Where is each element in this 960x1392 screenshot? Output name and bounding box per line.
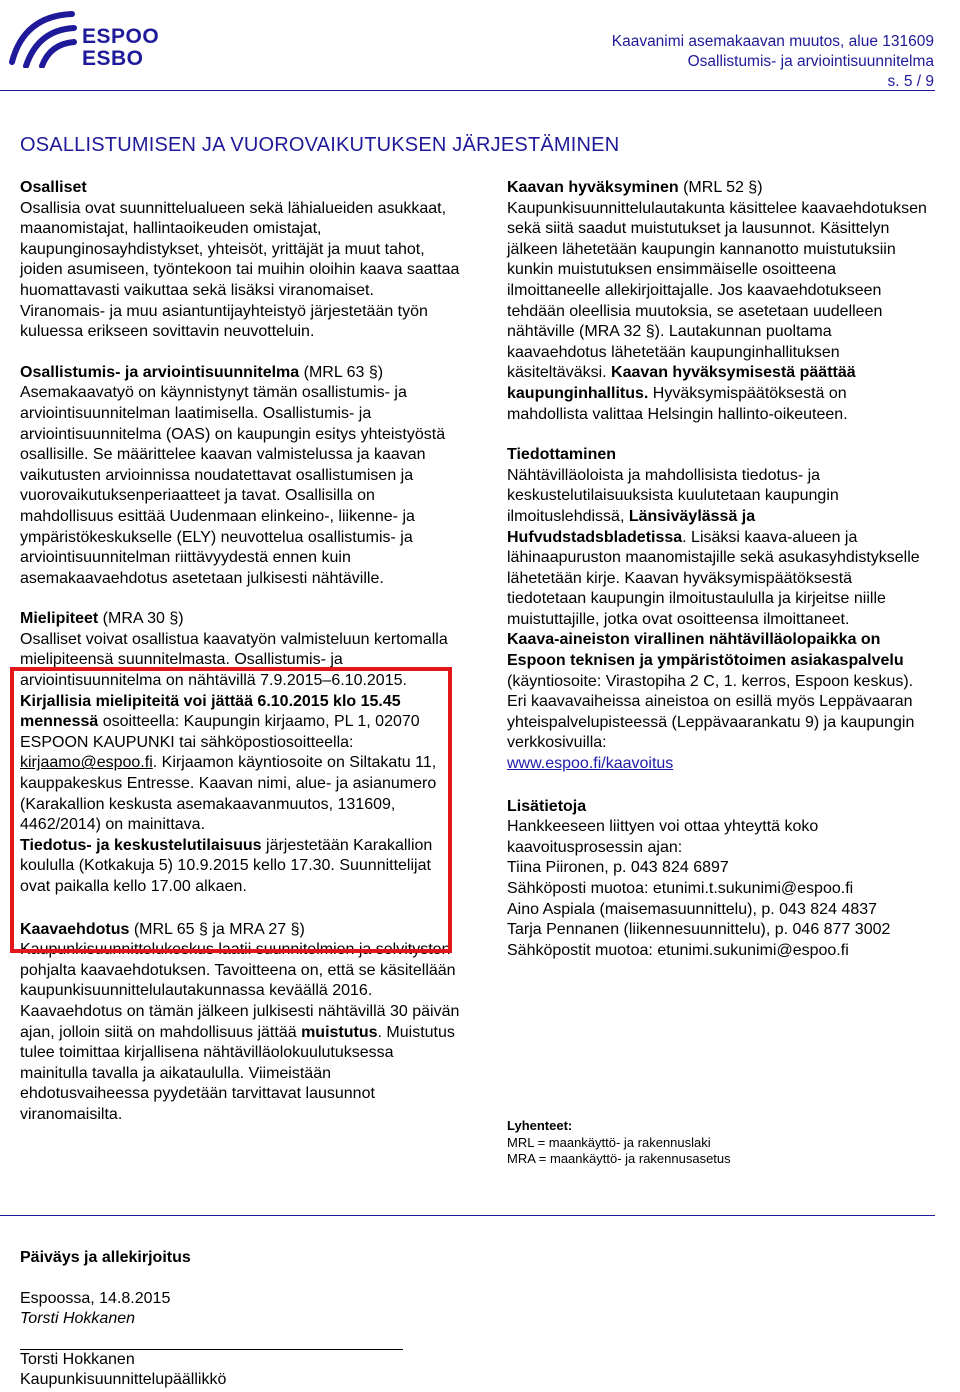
right-column — [507, 178, 927, 961]
mielipiteet-text-1: Osalliset voivat osallistua kaavatyön valmisteluun kertomalla mielipiteensä suunnitelmasta. Osallistumis- ja arviointisuunnitelma on nähtävillä 7.9.2015–6.10.2015. — [20, 630, 448, 690]
oas-body: Asemakaavatyö on käynnistynyt tämän osallistumis- ja arviointisuunnitelman laatimisella. Osallistumis- ja arviointisuunnitelma (OAS) on kaupungin esitys yhteistyöstä osallisille. Se määrittelee kaavan valmistelussa ja kaavan vaikutusten arvioinnissa noudatettavat osallistumisen ja vuorovaikutuksenperiaatteet ja tavat. Osallisilla on mahdollisuus esittää Uudenmaan elinkeino-, liikenne- ja ympäristökeskukselle (ELY) neuvottelua osallistumis- ja arviointisuunnitelman riittävyydestä ennen kuin asemakaavaehdotus asetetaan julkisesti nähtäville. — [20, 384, 446, 587]
hyvaksyminen-title: Kaavan hyväksyminen — [507, 179, 679, 196]
contact-line: Hankkeeseen liittyen voi ottaa yhteyttä koko kaavoitusprosessin ajan: — [507, 818, 819, 856]
kaavaehdotus-body — [20, 940, 460, 1125]
tiedotus-title: Tiedotus- ja keskustelutilaisuus — [20, 836, 262, 854]
newspapers: Länsiväylässä ja Hufvudstadsbladetissa — [507, 507, 756, 546]
espoo-emblem-icon — [6, 8, 78, 68]
mielipiteet-highlight-box — [10, 667, 452, 953]
header-title: Kaavanimi asemakaavan muutos, alue 131609 — [611, 33, 934, 50]
signer-name-italic: Torsti Hokkanen — [20, 1310, 136, 1327]
logo-word-espoo: ESPOO — [82, 25, 160, 48]
oas-ref: (MRL 63 §) — [299, 363, 384, 381]
mielipiteet-title: Mielipiteet — [20, 610, 99, 628]
contact-line: Sähköposti muotoa: etunimi.t.sukunimi@espoo.fi — [507, 880, 854, 897]
footer-divider — [0, 1215, 935, 1216]
osalliset-body: Osallisia ovat suunnittelualueen sekä lähialueiden asukkaat, maanomistajat, hallintaoikeuden omistajat, kaupunginosayhdistykset, yhteisöt, yrittäjät ja muut tahot, joiden asumiseen, työntekoon tai muihin oloihin kaava saattaa huomattavasti vaikuttaa sekä lisäksi viranomaiset. Viranomais- ja muu asiantuntijayhteistyö järjestetään työn kuluessa erikseen sovittavin neuvotteluin. — [20, 199, 460, 341]
espoo-logo — [6, 8, 160, 70]
lisatietoja-title: Lisätietoja — [507, 797, 587, 815]
contact-line: Sähköpostit muotoa: etunimi.sukunimi@espoo.fi — [507, 941, 849, 959]
hyvaksyminen-body — [507, 199, 927, 426]
signer-role: Kaupunkisuunnittelupäällikkö — [20, 1371, 227, 1388]
header-subtitle: Osallistumis- ja arviointisuunnitelma — [687, 53, 934, 70]
kaavoitus-link[interactable]: www.espoo.fi/kaavoitus — [507, 755, 674, 773]
nahtavillaolo-paragraph — [507, 630, 927, 754]
left-column — [20, 178, 460, 1126]
kaavaehdotus-title: Kaavaehdotus — [20, 920, 130, 938]
muistutus-term: muistutus — [301, 1023, 378, 1041]
mielipiteet-text-2: osoitteella: Kaupungin kirjaamo, PL 1, 02070 ESPOON KAUPUNKI tai sähköpostiosoitteella: — [20, 713, 420, 751]
tiedottaminen-text-2: . Lisäksi kaava-alueen ja lähinaapuruston maanomistajille sekä asukasyhdistykselle lähetetään kirje. Kaavan hyväksymispäätöksestä tiedotetaan kaupungin ilmoitustaululla ja kirjeitse niille muistuttajille, jotka ovat osoitteensa ilmoittaneet. — [507, 528, 920, 628]
hyvaksyminen-decision: Kaavan hyväksymisestä päättää kaupunginhallitus. — [507, 364, 856, 402]
abbr-mra: MRA = maankäyttö- ja rakennusasetus — [507, 1151, 731, 1166]
kirjaamo-email-link[interactable]: kirjaamo@espoo.fi — [20, 754, 153, 772]
mielipiteet-ref: (MRA 30 §) — [98, 610, 184, 628]
header-divider — [0, 90, 935, 91]
mielipiteet-deadline: Kirjallisia mielipiteitä voi jättää 6.10.2015 klo 15.45 mennessä — [20, 692, 401, 731]
abbreviations — [507, 1118, 731, 1168]
document-header — [612, 32, 934, 92]
signature-block — [20, 1248, 226, 1391]
official-location: Kaava-aineiston virallinen nähtävilläolopaikka on Espoon teknisen ja ympäristötoimen asiakaspalvelu — [507, 631, 904, 670]
abbr-mrl: MRL = maankäyttö- ja rakennuslaki — [507, 1134, 711, 1150]
tiedottaminen-text-1: Nähtävilläoloista ja mahdollisista tiedotus- ja keskustelutilaisuuksista kuulutetaan kaupungin ilmoituslehdissä, — [507, 466, 839, 525]
signature-line — [20, 1349, 403, 1350]
nahtavillaolo-text: (käyntiosoite: Virastopiha 2 C, 1. kerros, Espoon keskus). Eri kaavavaiheissa aineistoa on esillä myös Leppävaaran yhteispalvelupisteessä (Leppävaarankatu 9) ja kaupungin verkkosivuilla: — [507, 672, 915, 752]
osalliset-title: Osalliset — [20, 179, 87, 196]
contact-line: Tiina Piironen, p. 043 824 6897 — [507, 859, 729, 877]
contact-line: Aino Aspiala (maisemasuunnittelu), p. 043 824 4837 — [507, 900, 878, 918]
tiedotus-body: järjestetään Karakallion koululla (Kotkakuja 5) 10.9.2015 kello 17.30. Suunnittelijat ovat paikalla kello 17.00 alkaen. — [20, 836, 433, 895]
kaavaehdotus-ref: (MRL 65 § ja MRA 27 §) — [129, 920, 305, 938]
page-number: s. 5 / 9 — [887, 73, 934, 90]
hyvaksyminen-ref: (MRL 52 §) — [678, 179, 763, 196]
logo-word-esbo: ESBO — [82, 47, 144, 70]
place-date: Espoossa, 14.8.2015 — [20, 1289, 171, 1307]
signature-title: Päiväys ja allekirjoitus — [20, 1249, 191, 1266]
signer-name: Torsti Hokkanen — [20, 1350, 135, 1368]
abbreviations-title: Lyhenteet: — [507, 1118, 573, 1133]
kaavaehdotus-text-2: . Muistutus tulee toimittaa kirjallisena nähtävilläolokuulutuksessa mainitulla tavalla ja aikataululla. Viimeistään ehdotusvaiheessa pyydetään tarvittavat lausunnot viranomaisilta. — [20, 1023, 455, 1123]
contact-line: Tarja Pennanen (liikennesuunnittelu), p. 046 877 3002 — [507, 921, 891, 939]
oas-title: Osallistumis- ja arviointisuunnitelma — [20, 363, 300, 381]
tiedottaminen-title: Tiedottaminen — [507, 446, 617, 464]
tiedottaminen-body — [507, 466, 927, 631]
kaavaehdotus-text-1: Kaupunkisuunnittelukeskus laatii suunnitelmien ja selvitysten pohjalta kaavaehdotuksen. Tavoitteena on, että se käsitellään kaupunkisuunnittelulautakunnassa keväällä 2016. Kaavaehdotus on tämän jälkeen julkisesti nähtävillä 30 päivän ajan, jolloin siitä on mahdollisuus jättää — [20, 941, 460, 1041]
section-heading: OSALLISTUMISEN JA VUOROVAIKUTUKSEN JÄRJESTÄMINEN — [20, 134, 620, 156]
hyvaksyminen-text-1: Kaupunkisuunnittelulautakunta käsittelee kaavaehdotuksen sekä siitä saadut muistutukset ja lausunnot. Käsittelyn jälkeen lähetetään kaupungin kannanotto muistutuksiin kunkin muistutuksen ensimmäiselle osoitteena ilmoittaneelle allekirjoittajalle. Jos kaavaehdotukseen tehdään oleellisia muutoksia, se asetetaan uudelleen nähtäville (MRA 32 §). Lautakunnan puoltama kaavaehdotus lähetetään kaupunginhallituksen käsiteltäväksi. — [507, 199, 927, 382]
hyvaksyminen-text-2: Hyväksymispäätöksestä on mahdollista valittaa Helsingin hallinto-oikeuteen. — [507, 384, 848, 423]
mielipiteet-text-3: . Kirjaamon käyntiosoite on Siltakatu 11, kauppakeskus Entresse. Kaavan nimi, alue- ja asianumero (Karakallion keskusta asemakaavanmuutos, 131609, 4462/2014) on mainittava. — [20, 754, 437, 834]
